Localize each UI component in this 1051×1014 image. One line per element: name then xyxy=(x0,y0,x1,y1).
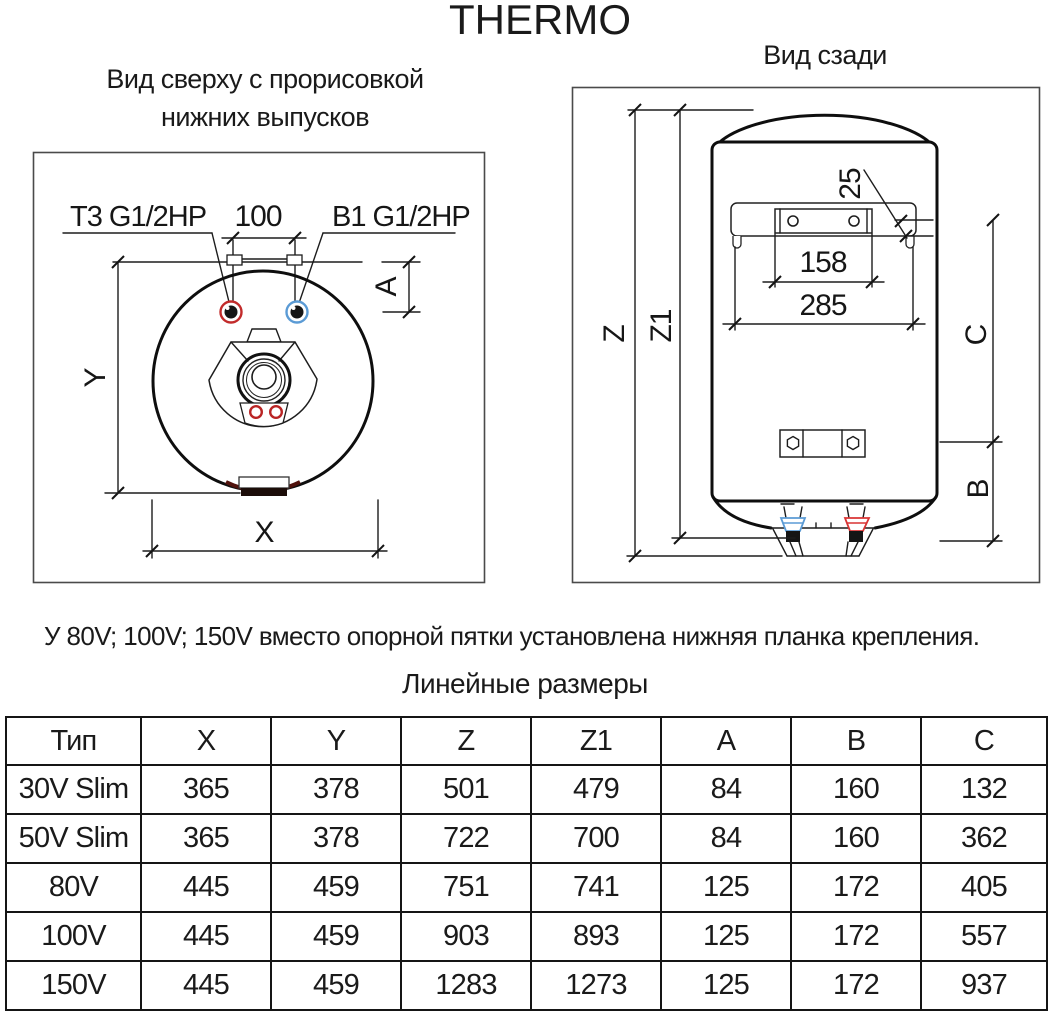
col-header-type: Тип xyxy=(6,717,141,765)
table-cell: 365 xyxy=(141,814,271,863)
table-cell: 125 xyxy=(661,961,791,1010)
control-knob-assembly xyxy=(209,329,317,427)
dim-label-285: 285 xyxy=(799,289,847,322)
dim-label-a: A xyxy=(370,277,403,297)
dim-label-158: 158 xyxy=(799,246,847,279)
cold-pipe-icon xyxy=(781,504,805,556)
table-cell: 150V xyxy=(6,961,141,1010)
table-cell: 30V Slim xyxy=(6,765,141,814)
page-title: THERMO xyxy=(449,0,631,43)
table-cell: 459 xyxy=(271,912,401,961)
rear-view-drawing xyxy=(573,88,1040,583)
col-header-a: A xyxy=(661,717,791,765)
table-cell: 172 xyxy=(791,961,921,1010)
footnote: У 80V; 100V; 150V вместо опорной пятки установлена нижняя планка крепления. xyxy=(44,621,980,651)
col-header-x: X xyxy=(141,717,271,765)
table-cell: 125 xyxy=(661,912,791,961)
dim-label-100: 100 xyxy=(234,200,282,233)
top-view-caption-line1: Вид сверху с прорисовкой xyxy=(106,64,424,94)
col-header-z: Z xyxy=(401,717,531,765)
hot-water-port-icon xyxy=(221,302,242,323)
col-header-y: Y xyxy=(271,717,401,765)
table-cell: 365 xyxy=(141,765,271,814)
indicator-light-icon xyxy=(270,406,282,418)
dim-label-c: C xyxy=(960,324,993,346)
indicator-light-icon xyxy=(250,406,262,418)
table-cell: 160 xyxy=(791,765,921,814)
table-cell: 479 xyxy=(531,765,661,814)
table-cell: 903 xyxy=(401,912,531,961)
col-header-b: B xyxy=(791,717,921,765)
table-title: Линейные размеры xyxy=(402,668,648,699)
table-cell: 445 xyxy=(141,961,271,1010)
top-view-drawing xyxy=(34,153,485,583)
hex-bolt-icon xyxy=(787,437,798,450)
table-cell: 362 xyxy=(921,814,1047,863)
cold-water-port-icon xyxy=(287,302,308,323)
table-header-row xyxy=(6,717,1047,765)
table-cell: 160 xyxy=(791,814,921,863)
table-cell: 84 xyxy=(661,765,791,814)
table-row xyxy=(6,765,1047,814)
table-cell: 1273 xyxy=(531,961,661,1010)
table-cell: 937 xyxy=(921,961,1047,1010)
table-cell: 378 xyxy=(271,765,401,814)
table-cell: 893 xyxy=(531,912,661,961)
col-header-z1: Z1 xyxy=(531,717,661,765)
dim-label-y: Y xyxy=(79,368,112,388)
dim-label-z: Z xyxy=(598,325,631,343)
top-view-caption-line2: нижних выпусков xyxy=(160,102,370,132)
table-cell: 700 xyxy=(531,814,661,863)
hex-bolt-icon xyxy=(847,437,858,450)
dim-label-z1: Z1 xyxy=(645,309,678,343)
dim-label-b: B xyxy=(962,479,995,499)
table-cell: 751 xyxy=(401,863,531,912)
dimensions-table xyxy=(5,716,1048,1011)
table-row xyxy=(6,863,1047,912)
table-cell: 132 xyxy=(921,765,1047,814)
table-cell: 84 xyxy=(661,814,791,863)
table-cell: 405 xyxy=(921,863,1047,912)
table-cell: 125 xyxy=(661,863,791,912)
dim-label-25: 25 xyxy=(834,168,867,200)
table-cell: 445 xyxy=(141,863,271,912)
table-cell: 459 xyxy=(271,961,401,1010)
col-header-c: C xyxy=(921,717,1047,765)
table-cell: 722 xyxy=(401,814,531,863)
table-cell: 100V xyxy=(6,912,141,961)
rear-view-caption: Вид сзади xyxy=(763,40,887,70)
table-cell: 741 xyxy=(531,863,661,912)
table-cell: 459 xyxy=(271,863,401,912)
table-row xyxy=(6,961,1047,1010)
lower-mounting-plate xyxy=(780,430,865,457)
table-cell: 378 xyxy=(271,814,401,863)
hot-pipe-icon xyxy=(845,504,869,556)
table-cell: 445 xyxy=(141,912,271,961)
table-cell: 50V Slim xyxy=(6,814,141,863)
table-row xyxy=(6,814,1047,863)
table-cell: 80V xyxy=(6,863,141,912)
table-row xyxy=(6,912,1047,961)
dim-label-x: X xyxy=(254,516,274,549)
table-cell: 501 xyxy=(401,765,531,814)
table-cell: 172 xyxy=(791,863,921,912)
table-cell: 1283 xyxy=(401,961,531,1010)
port-left-label: T3 G1/2HP xyxy=(70,201,207,233)
table-cell: 557 xyxy=(921,912,1047,961)
table-cell: 172 xyxy=(791,912,921,961)
port-right-label: B1 G1/2HP xyxy=(332,201,470,233)
